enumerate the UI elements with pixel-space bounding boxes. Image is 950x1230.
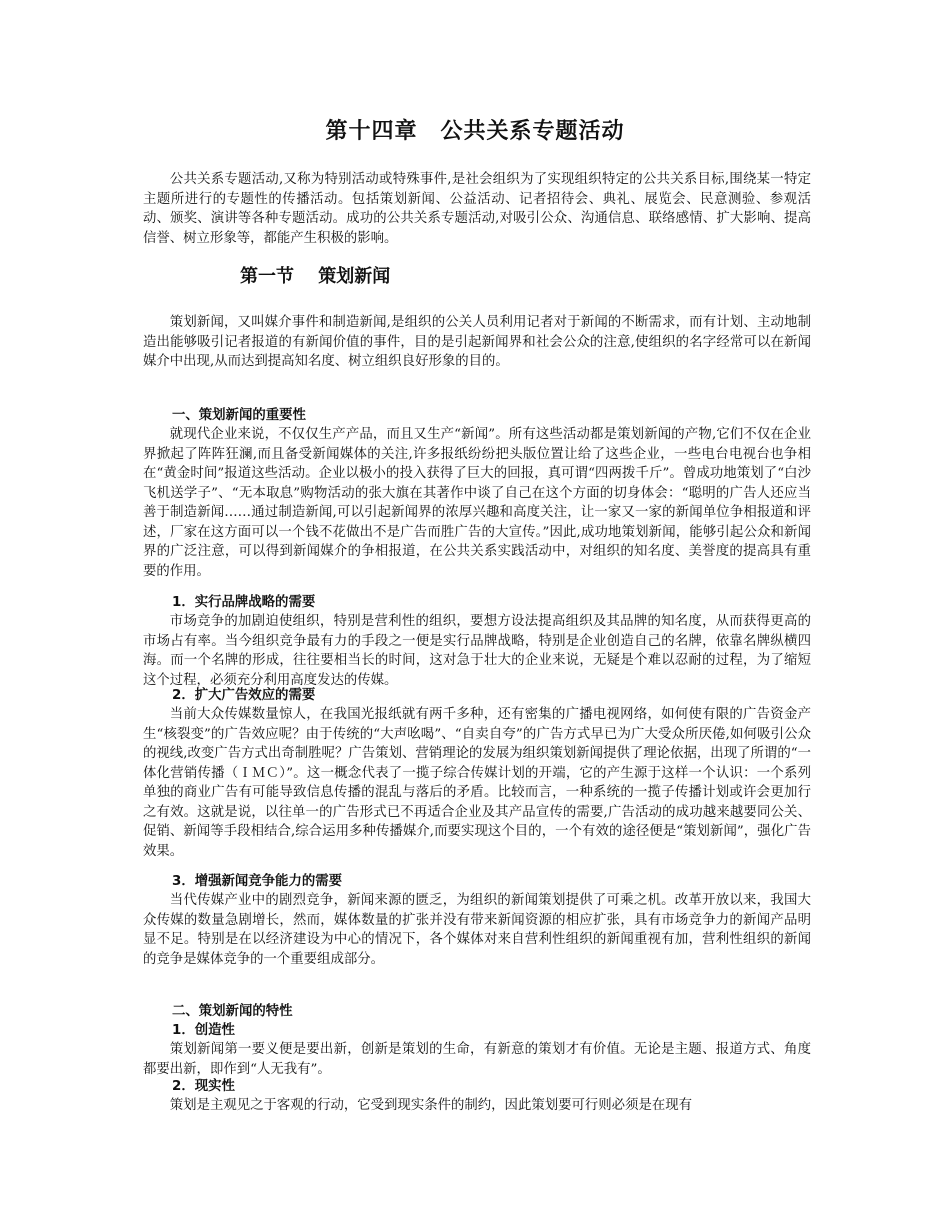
part2-sub1-paragraph: 策划新闻第一要义便是要出新，创新是策划的生命，有新意的策划才有价值。无论是主题、报道方式、角度都要出新，即作到“人无我有”。 bbox=[143, 1042, 811, 1077]
part1-sub1-heading: 1．实行品牌战略的需要 bbox=[172, 595, 316, 610]
section-intro-paragraph: 策划新闻，又叫媒介事件和制造新闻,是组织的公关人员利用记者对于新闻的不断需求，而有计划、主动地制造出能够吸引记者报道的有新闻价值的事件，目的是引起新闻界和社会公众的注意,使组织的名字经常可以在新闻媒介中出现,从而达到提高知名度、树立组织良好形象的目的。 bbox=[143, 315, 811, 369]
part1-sub2-paragraph: 当前大众传媒数量惊人，在我国光报纸就有两千多种，还有密集的广播电视网络，如何使有限的广告资金产生“核裂变”的广告效应呢？由于传统的“大声吆喝”、“自卖自夸”的广告方式早已为广大受众所厌倦,如何吸引公众的视线,改变广告方式出奇制胜呢？广告策划、营销理论的发展为组织策划新闻提供了理论依据，出现了所谓的“一体化营销传播（ＩＭＣ）”。这一概念代表了一揽子综合传媒计划的开端，它的产生源于这样一个认识：一个系列单独的商业广告有可能导致信息传播的混乱与落后的矛盾。比较而言，一种系统的一揽子传播计划或许会更加行之有效。这就是说，以往单一的广告形式已不再适合企业及其产品宣传的需要,广告活动的成功越来越要同公关、促销、新闻等手段相结合,综合运用多种传播媒介,而要实现这个目的，一个有效的途径便是“策划新闻”，强化广告效果。 bbox=[143, 707, 811, 859]
part2-heading: 二、策划新闻的特性 bbox=[172, 1004, 293, 1019]
part2-sub2-heading: 2．现实性 bbox=[172, 1079, 235, 1094]
part1-sub3-heading: 3．增强新闻竞争能力的需要 bbox=[172, 874, 343, 889]
part2-sub1-heading: 1．创造性 bbox=[172, 1023, 235, 1038]
part2-sub2-paragraph: 策划是主观见之于客观的行动，它受到现实条件的制约，因此策划要可行则必须是在现有 bbox=[169, 1098, 693, 1113]
chapter-title: 第十四章 公共关系专题活动 bbox=[325, 119, 625, 144]
part1-sub3-paragraph: 当代传媒产业中的剧烈竞争，新闻来源的匮乏，为组织的新闻策划提供了可乘之机。改革开放以来，我国大众传媒的数量急剧增长，然而，媒体数量的扩张并没有带来新闻资源的相应扩张，具有市场竞争力的新闻产品明显不足。特别是在以经济建设为中心的情况下，各个媒体对来自营利性组织的新闻重视有加，营利性组织的新闻的竞争是媒体竞争的一个重要组成部分。 bbox=[143, 893, 811, 967]
part1-heading: 一、策划新闻的重要性 bbox=[172, 408, 306, 423]
chapter-intro-paragraph: 公共关系专题活动,又称为特别活动或特殊事件,是社会组织为了实现组织特定的公共关系目标,围绕某一特定主题所进行的专题性的传播活动。包括策划新闻、公益活动、记者招待会、典礼、展览会、民意测验、参观活动、颁奖、演讲等各种专题活动。成功的公共关系专题活动,对吸引公众、沟通信息、联络感情、扩大影响、提高信誉、树立形象等，都能产生积极的影响。 bbox=[143, 172, 811, 246]
part1-sub1-paragraph: 市场竞争的加剧迫使组织，特别是营利性的组织，要想方设法提高组织及其品牌的知名度，从而获得更高的市场占有率。当今组织竞争最有力的手段之一便是实行品牌战略，特别是企业创造自己的名牌，依靠名牌纵横四海。而一个名牌的形成，往往要相当长的时间，这对急于壮大的企业来说，无疑是个难以忍耐的过程，为了缩短这个过程，必须充分利用高度发达的传媒。 bbox=[143, 614, 811, 688]
part1-sub2-heading: 2．扩大广告效应的需要 bbox=[172, 688, 316, 703]
part1-paragraph: 就现代企业来说，不仅仅生产产品，而且又生产“新闻”。所有这些活动都是策划新闻的产物,它们不仅在企业界掀起了阵阵狂澜,而且备受新闻媒体的关注,许多报纸纷纷把头版位置让给了这些企业，一些电台电视台也争相在“黄金时间”报道这些活动。企业以极小的投入获得了巨大的回报，真可谓“四两拨千斤”。曾成功地策划了“白沙飞机送学子”、“无本取息”购物活动的张大旗在其著作中谈了自己在这个方面的切身体会：“聪明的广告人还应当善于制造新闻……通过制造新闻,可以引起新闻界的浓厚兴趣和高度关注，让一家又一家的新闻单位争相报道和评述，厂家在这方面可以一个钱不花做出不是广告而胜广告的大宣传。”因此,成功地策划新闻，能够引起公众和新闻界的广泛注意，可以得到新闻媒介的争相报道，在公共关系实践活动中，对组织的知名度、美誉度的提高具有重要的作用。 bbox=[143, 427, 811, 579]
section-title: 第一节 策划新闻 bbox=[240, 266, 391, 287]
